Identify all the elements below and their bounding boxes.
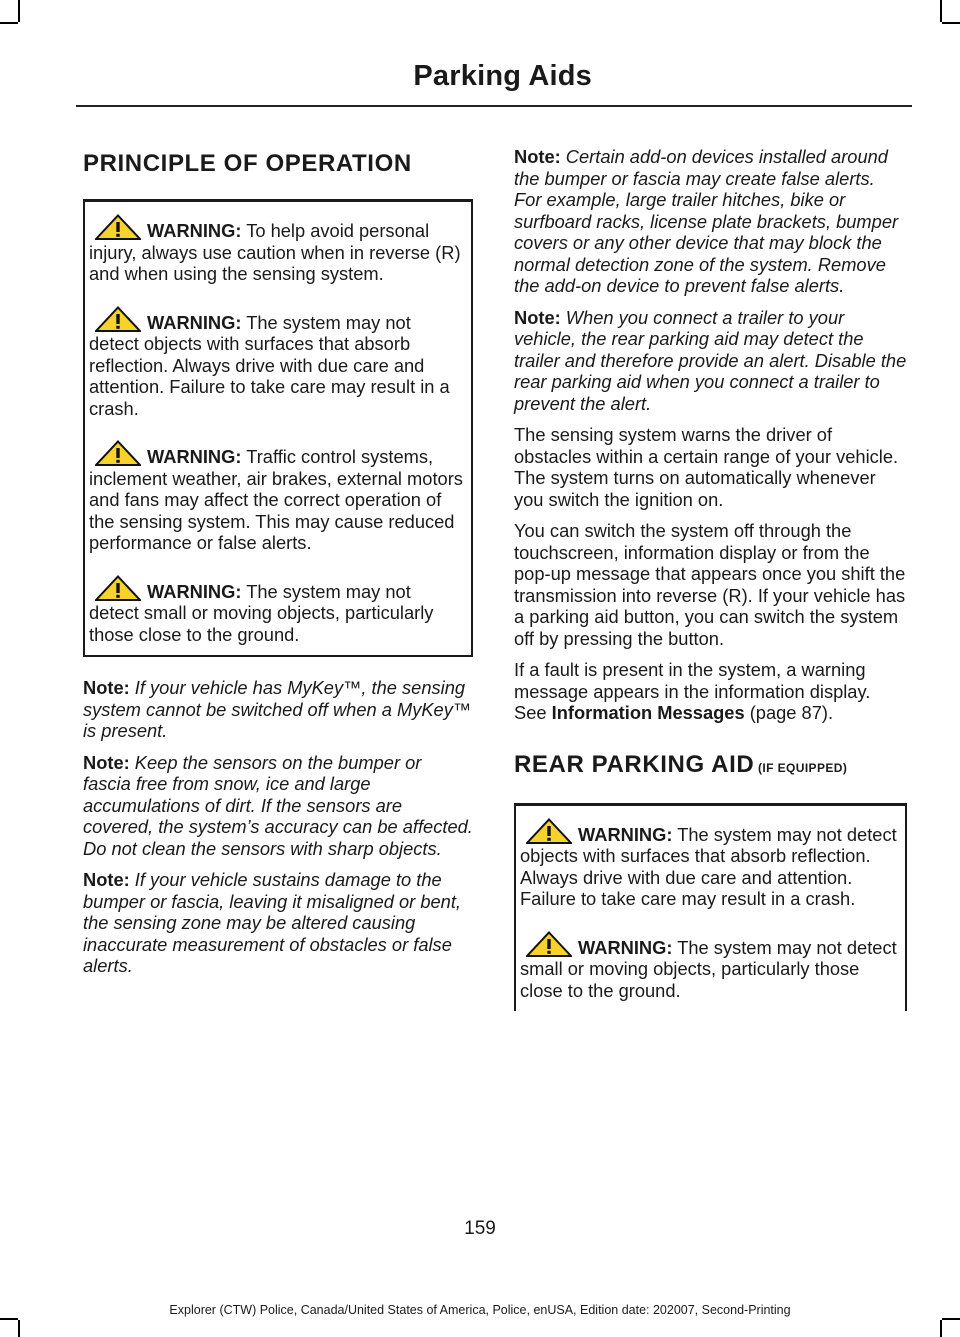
note-label: Note:: [514, 306, 561, 328]
warning-text: The system may not detect objects with surfaces that absorb reflection. Always drive with due care and attention. Failure to take care may result in a crash.: [89, 311, 450, 419]
warning-triangle-icon: [526, 931, 572, 957]
note: [514, 146, 907, 297]
cross-reference-link[interactable]: Information Messages: [551, 702, 745, 723]
warning-item: [520, 931, 897, 1002]
note: [83, 677, 473, 742]
warning-triangle-icon: [95, 440, 141, 466]
page-number: 159: [464, 1218, 496, 1239]
warning-item: [89, 440, 463, 554]
page-reference: (page 87).: [744, 702, 834, 723]
crop-mark: [940, 0, 942, 22]
crop-mark: [942, 1318, 960, 1320]
section-heading: [514, 750, 907, 783]
warning-label: WARNING:: [147, 580, 242, 602]
crop-mark: [18, 1320, 20, 1337]
note: [83, 752, 473, 860]
note-label: Note:: [83, 751, 130, 773]
warning-text: The system may not detect objects with surfaces that absorb reflection. Always drive with due care and attention. Failure to take care may result in a crash.: [520, 823, 897, 909]
note: [514, 307, 907, 415]
crop-mark: [0, 1318, 18, 1320]
note-label: Note:: [514, 146, 561, 167]
section-heading-text: REAR PARKING AID: [514, 750, 755, 778]
warning-item: [89, 306, 463, 420]
crop-mark: [0, 22, 18, 24]
section-heading: PRINCIPLE OF OPERATION: [83, 150, 412, 177]
right-column: [514, 146, 907, 1031]
warning-text: The system may not detect small or moving objects, particularly those close to the ground.: [89, 580, 434, 645]
warning-item: [89, 575, 463, 646]
warning-item: [89, 214, 463, 285]
warning-triangle-icon: [95, 575, 141, 601]
warning-text: To help avoid personal injury, always use caution when in reverse (R) and when using the sensing system.: [89, 220, 461, 284]
note-text: Certain add-on devices installed around the bumper or fascia may create false alerts. For example, large trailer hitches, bike or surfboard racks, license plate brackets, bumper covers or any other device that may block the normal detection zone of the system. Remove the add-on device to prevent false alerts.: [514, 146, 899, 296]
note-text: Keep the sensors on the bumper or fascia free from snow, ice and large accumulations of dirt. If the sensors are covered, the system’s accuracy can be affected. Do not clean the sensors with sharp objects.: [83, 751, 473, 859]
note-text: If your vehicle sustains damage to the bumper or fascia, leaving it misaligned or bent, the sensing zone may be altered causing inaccurate measurement of obstacles or false alerts.: [83, 869, 462, 976]
body-paragraph: You can switch the system off through the touchscreen, information display or from the pop-up message that appears once you shift the transmission into reverse (R). If your vehicle has a parking aid button, you can switch the system off by pressing the button.: [514, 520, 906, 649]
note-label: Note:: [83, 677, 130, 698]
warning-label: WARNING:: [147, 446, 242, 467]
body-paragraph: The sensing system warns the driver of obstacles within a certain range of your vehicle. The system turns on automatically whenever you switch the ignition on.: [514, 424, 899, 510]
warning-box: [514, 803, 907, 1012]
warning-label: WARNING:: [147, 311, 242, 333]
warning-triangle-icon: [95, 306, 141, 332]
fault-text: If a fault is present in the system, a warning message appears in the information display. See: [514, 659, 871, 723]
warning-item: [520, 818, 897, 910]
page-title: Parking Aids: [413, 60, 592, 92]
warning-triangle-icon: [526, 818, 572, 844]
section-heading-suffix: (IF EQUIPPED): [754, 760, 848, 775]
warning-text: The system may not detect small or moving objects, particularly those close to the ground.: [520, 936, 897, 1001]
warning-box: [83, 199, 473, 657]
header-divider: [76, 105, 912, 107]
note: [83, 869, 473, 977]
note-text: If your vehicle has MyKey™, the sensing system cannot be switched off when a MyKey™ is present.: [83, 677, 472, 741]
warning-label: WARNING:: [578, 936, 673, 958]
note-text: When you connect a trailer to your vehicle, the rear parking aid may detect the trailer and therefore provide an alert. Disable the rear parking aid when you connect a trailer to prevent the alert.: [514, 306, 907, 414]
note-label: Note:: [83, 869, 130, 890]
body-paragraph: [514, 659, 907, 724]
crop-mark: [18, 0, 20, 22]
warning-label: WARNING:: [578, 823, 673, 845]
warning-label: WARNING:: [147, 220, 242, 241]
crop-mark: [940, 1320, 942, 1337]
warning-text: Traffic control systems, inclement weather, air brakes, external motors and fans may affect the correct operation of the sensing system. This may cause reduced performance or false alerts.: [89, 446, 463, 553]
warning-triangle-icon: [95, 214, 141, 240]
footer-edition-info: Explorer (CTW) Police, Canada/United States of America, Police, enUSA, Edition date: 202007, Second-Printing: [169, 1303, 791, 1317]
left-column: [83, 146, 473, 987]
crop-mark: [942, 22, 960, 24]
